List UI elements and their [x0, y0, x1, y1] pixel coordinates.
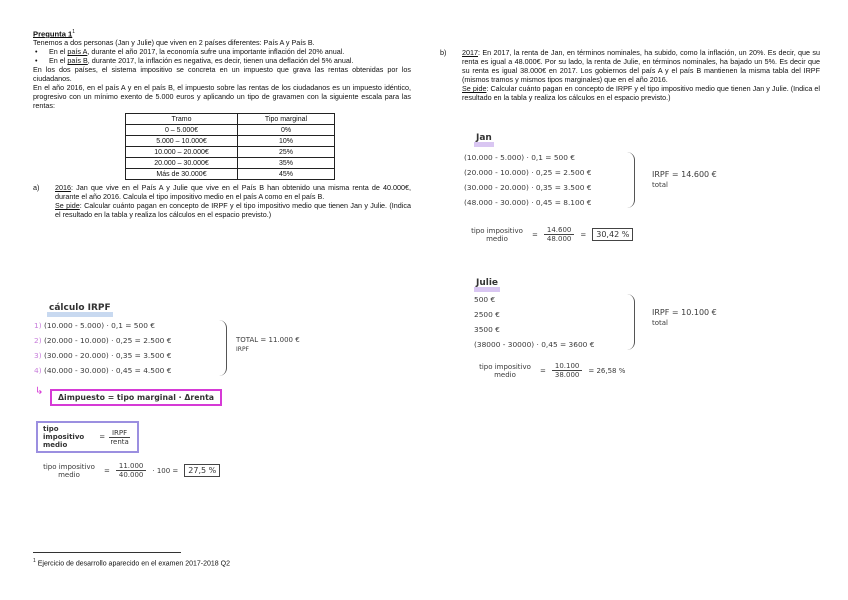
calc-line: 4) (40.000 - 30.000) · 0,45 = 4.500 €: [34, 366, 172, 375]
country-a-link-text: país A: [67, 47, 88, 57]
part-b-year: 2017: [462, 48, 478, 57]
country-b-link-text: país B: [67, 56, 88, 66]
calc-line: (10.000 - 5.000) · 0,1 = 500 €: [464, 153, 576, 162]
part-a-text: : Jan que vive en el País A y Julie que vive en el País B han obtenido una misma renta de 40.000€, durante el año 2016. Calcula el tipo impositivo medio en el país A como en el país B.: [55, 183, 411, 202]
table-row: 5.000 – 10.000€ 10%: [126, 136, 335, 147]
calc-line: 2) (20.000 - 10.000) · 0,25 = 2.500 €: [34, 336, 172, 345]
brace-a: [218, 320, 227, 376]
notes-julie-lines: [474, 292, 594, 352]
brace-julie: [626, 294, 635, 350]
calc-line: 3) (30.000 - 20.000) · 0,35 = 3.500 €: [34, 351, 172, 360]
footnote: $^1$ Ejercicio de desarrollo aparecido en el examen 2017-2018 Q2: [33, 558, 230, 568]
total-irpf-a-sub: IRPF: [236, 346, 250, 353]
right-column: [440, 48, 820, 102]
calc-line: (30.000 - 20.000) · 0,35 = 3.500 €: [464, 183, 592, 192]
calc-line: 1) (10.000 - 5.000) · 0,1 = 500 €: [34, 321, 155, 330]
pink-arrow-icon: ↳: [35, 386, 44, 397]
part-a: [33, 183, 411, 219]
paragraph-tax-system: En los dos países, el sistema impositivo se concreta en un impuesto que grava las rentas obtenidas por los ciudadanos.: [33, 65, 411, 84]
calc-line: (48.000 - 30.000) · 0,45 = 8.100 €: [464, 198, 592, 207]
bullet-list: [33, 47, 411, 65]
formula-delta-impuesto: Δimpuesto = tipo marginal · Δrenta: [50, 389, 222, 406]
total-irpf-julie-sub: total: [652, 319, 669, 327]
notes-jan-heading: Jan: [474, 134, 494, 147]
part-b-text: : En 2017, la renta de Jan, en términos nominales, ha subido, como la inflación, un 20%. Es decir, que su renta es igual a 48.000€. Por su lado, la renta de Julie, en términos nominales, ha bajado un 5%. Es decir que su renta es igual 38.000€ en 2017. Los gobiernos del país A y el país B mantienen la misma tabla del IRPF (mismos tramos y mismos tipos marginales) que en el año 2016.: [462, 48, 820, 84]
table-row: Más de 30.000€ 45%: [126, 169, 335, 180]
notes-julie-heading: Julie: [474, 279, 500, 292]
calc-line: (38000 - 30000) · 0,45 = 3600 €: [474, 340, 595, 349]
paragraph-tax-scale: En el año 2016, en el país A y en el país B, el impuesto sobre las rentas de los ciudadanos es un impuesto idéntico, progresivo con un mínimo exento de 5.000 euros y aplicando un tipo de gravamen con la siguiente escala para las rentas:: [33, 83, 411, 111]
calc-tipo-medio-a: tipo impositivo medio = $\frac{11.000}{40.000}$ · 100 = 27,5 %: [40, 462, 220, 479]
footnote-divider: [33, 552, 181, 553]
calc-line: 3500 €: [474, 325, 500, 334]
result-julie: = 26,58 %: [588, 366, 626, 375]
part-b-label: b): [440, 48, 447, 57]
part-a-year: 2016: [55, 183, 71, 193]
calc-tipo-medio-julie: tipo impositivo medio = $\frac{10.100}{38.000}$ = 26,58 %: [479, 362, 626, 379]
notes-a-lines: [34, 318, 171, 378]
part-a-label: a): [33, 183, 40, 193]
table-row: 0 – 5.000€ 0%: [126, 125, 335, 136]
calc-line: 2500 €: [474, 310, 500, 319]
total-irpf-jan-sub: total: [652, 181, 669, 189]
calc-line: 500 €: [474, 295, 496, 304]
question-title: Pregunta 1: [33, 29, 73, 39]
formula-tipo-medio: tipo impositivo medio = $\frac{\text{IRPF}}{\text{renta}}$: [36, 421, 139, 453]
part-b-se-pide-text: : Calcular cuánto pagan en concepto de IRPF y el tipo impositivo medio que tienen Jan y Julie. (Indica el resultado en la tabla y realiza los cálculos en el espacio previsto.): [462, 84, 820, 102]
left-column: [33, 28, 411, 219]
brace-jan: [626, 152, 635, 208]
part-b: [440, 48, 820, 102]
table-row: 20.000 – 30.000€ 35%: [126, 158, 335, 169]
part-a-se-pide: Se pide: [55, 201, 80, 211]
total-irpf-jan: IRPF = 14.600 €: [652, 170, 717, 179]
part-b-se-pide: Se pide: [462, 84, 487, 93]
table-header-tramo: Tramo: [126, 114, 238, 125]
result-box-jan: 30,42 %: [592, 228, 633, 241]
table-row: 10.000 – 20.000€ 25%: [126, 147, 335, 158]
table-header-tipo: Tipo marginal: [238, 114, 335, 125]
footnote-ref: 1: [72, 29, 76, 35]
bullet-country-a: • En el país A, durante el año 2017, la economía sufre una importante inflación del 20% anual.: [45, 47, 411, 56]
intro-text: Tenemos a dos personas (Jan y Julie) que viven en 2 países diferentes: País A y País B.: [33, 38, 315, 48]
notes-jan-lines: [464, 150, 591, 210]
total-irpf-a: TOTAL = 11.000 €: [236, 336, 300, 344]
bullet-country-b: • En el país B, durante 2017, la inflación es negativa, es decir, tienen una deflación del 5% anual.: [45, 56, 411, 65]
calc-line: (20.000 - 10.000) · 0,25 = 2.500 €: [464, 168, 592, 177]
part-a-se-pide-text: : Calcular cuánto pagan en concepto de IRPF y el tipo impositivo medio que tienen Jan y Julie. (Indica el resultado en la tabla y realiza los cálculos en el espacio previsto.): [55, 201, 411, 220]
calc-tipo-medio-jan: tipo impositivo medio = $\frac{14.600}{48.000}$ = 30,42 %: [468, 226, 633, 243]
result-box-a: 27,5 %: [184, 464, 220, 477]
tax-bracket-table: [125, 113, 335, 180]
total-irpf-julie: IRPF = 10.100 €: [652, 308, 717, 317]
notes-a-heading: cálculo IRPF: [47, 304, 113, 317]
